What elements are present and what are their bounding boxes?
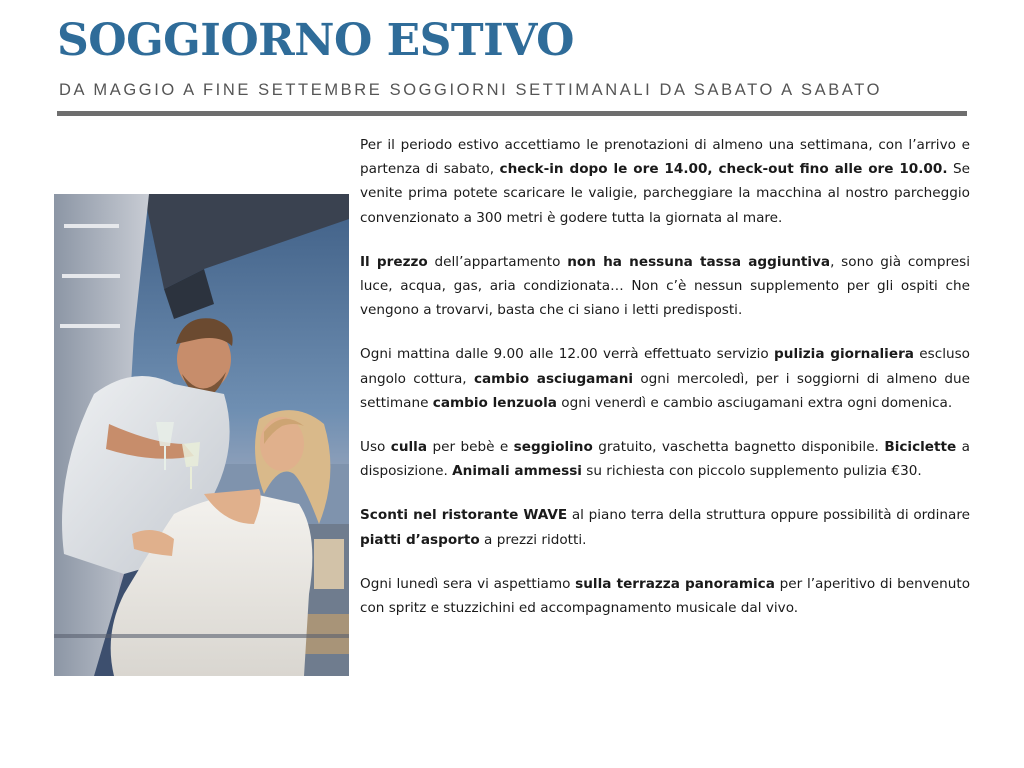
paragraph-price: Il prezzo dell’appartamento non ha nessuna tassa aggiuntiva, sono già compresi luce, acqua, gas, aria condizionata… Non c’è nessun supplemento per gli ospiti che vengono a trovarvi, basta che ci siano i letti predisposti. [360, 253, 970, 319]
couple-toasting-photo [54, 194, 349, 676]
paragraph-aperitivo: Ogni lunedì sera vi aspettiamo sulla terrazza panoramica per l’aperitivo di benvenuto con spritz e stuzzichini ed accompagnamento musicale dal vivo. [360, 575, 971, 617]
paragraph-cleaning: Ogni mattina dalle 9.00 alle 12.00 verrà effettuato servizio pulizia giornaliera escluso angolo cottura, cambio asciugamani ogni mercoledì, per i soggiorni di almeno due settimane cambio lenzuola ogni venerdì e cambio asciugamani extra ogni domenica. [360, 346, 971, 411]
paragraph-restaurant: Sconti nel ristorante WAVE al piano terra della struttura oppure possibilità di ordinare piatti d’asporto a prezzi ridotti. [360, 507, 970, 548]
header-divider [57, 111, 967, 116]
paragraph-checkin: Per il periodo estivo accettiamo le prenotazioni di almeno una settimana, con l’arrivo e partenza di sabato, check-in dopo le ore 14.00, check-out fino alle ore 10.00. Se venite prima potete scaricare le valigie, parcheggiare la macchina al nostro parcheggio convenzionato a 300 metri è godere tutta la giornata al mare. [360, 137, 970, 226]
main-text [360, 133, 970, 640]
page-title: SOGGIORNO ESTIVO [57, 15, 574, 66]
paragraph-amenities: Uso culla per bebè e seggiolino gratuito, vaschetta bagnetto disponibile. Biciclette a disposizione. Animali ammessi su richiesta con piccolo supplemento pulizia €30. [360, 439, 970, 480]
page-subtitle: DA MAGGIO A FINE SETTEMBRE SOGGIORNI SETTIMANALI DA SABATO A SABATO [59, 81, 883, 99]
